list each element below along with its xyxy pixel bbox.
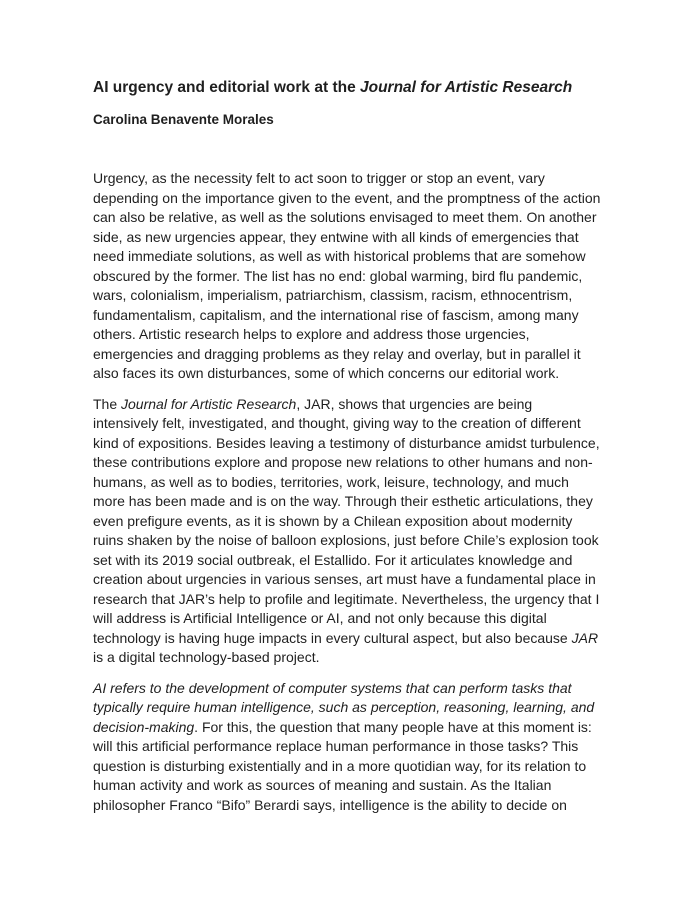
- text-segment: AI refers to the development of computer systems that can perform tasks that typically require human intelligence, such as perception, reasoning, learning, and decision-making: [93, 679, 595, 735]
- paragraph: [93, 395, 601, 668]
- document-title: [93, 78, 601, 98]
- text-segment: AI urgency and editorial work at the: [93, 79, 360, 96]
- paragraph: [93, 679, 601, 816]
- text-segment: Urgency, as the necessity felt to act soon to trigger or stop an event, vary depending on the importance given to the event, and the promptness of the action can also be relative, as well as the solutions envisaged to meet them. On another side, as new urgencies appear, they entwine with all kinds of emergencies that need immediate solutions, as well as with historical problems that are somehow obscured by the former. The list has no end: global warming, bird flu pandemic, wars, colonialism, imperialism, patriarchism, classism, racism, ethnocentrism, fundamentalism, capitalism, and the international rise of fascism, among many others. Artistic research helps to explore and address those urgencies, emergencies and dragging problems as they relay and overlay, but in parallel it also faces its own disturbances, some of which concerns our editorial work.: [93, 170, 601, 381]
- paragraph: [93, 169, 601, 384]
- document-body: [93, 169, 601, 815]
- text-segment: JAR: [571, 629, 599, 646]
- text-segment: Journal for Artistic Research: [121, 395, 297, 412]
- text-segment: is a digital technology-based project.: [93, 649, 320, 665]
- text-segment: . For this, the question that many people have at this moment is: will this artificial performance replace human performance in those tasks? This question is disturbing existentially and in a more quotidian way, for its relation to human activity and work as sources of meaning and sustain. As the Italian philosopher Franco “Bifo” Berardi says, intelligence is the ability to decide on: [93, 718, 592, 813]
- text-segment: Journal for Artistic Research: [360, 79, 573, 96]
- text-segment: , JAR, shows that urgencies are being intensively felt, investigated, and thought, giving way to the creation of different kind of expositions. Besides leaving a testimony of disturbance amidst turbulence, these contributions explore and propose new relations to other humans and non-humans, as well as to bodies, territories, work, leisure, technology, and much more has been made and is on the way. Through their esthetic articulations, they even prefigure events, as it is shown by a Chilean exposition about modernity ruins shaken by the noise of balloon explosions, just before Chile’s explosion took set with its 2019 social outbreak, el Estallido. For it articulates knowledge and creation about urgencies in various senses, art must have a fundamental place in research that JAR’s help to profile and legitimate. Nevertheless, the urgency that I will address is Artificial Intelligence or AI, and not only because this digital technology is having huge impacts in every cultural aspect, but also because: [93, 395, 600, 646]
- document-author: Carolina Benavente Morales: [93, 112, 274, 127]
- text-segment: The: [93, 395, 122, 412]
